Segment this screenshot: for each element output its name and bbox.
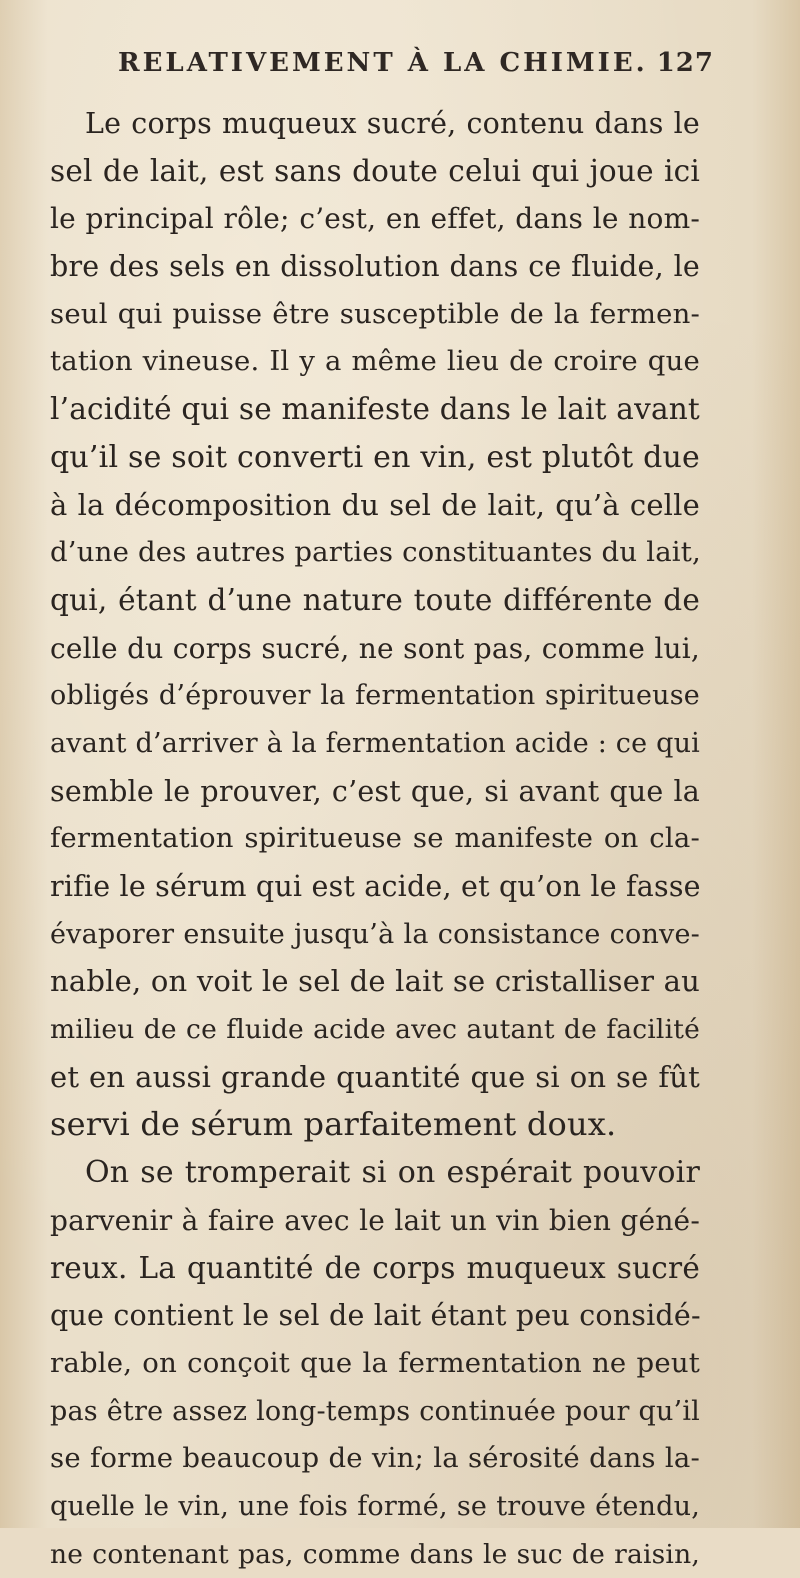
text-line: obligés d’éprouver la fermentation spiritueuse — [50, 680, 700, 712]
text-line: fermentation spiritueuse se manifeste on cla- — [50, 822, 700, 855]
text-line: le principal rôle; c’est, en effet, dans le nom- — [50, 202, 700, 236]
text-line: se forme beaucoup de vin; la sérosité dans la- — [50, 1442, 700, 1475]
text-line: tation vineuse. Il y a même lieu de croire que — [50, 345, 700, 378]
text-line: sel de lait, est sans doute celui qui joue ici — [50, 153, 700, 188]
text-line: qui, étant d’une nature toute différente de — [50, 582, 700, 617]
text-line: milieu de ce fluide acide avec autant de facilité — [50, 1014, 700, 1046]
text-line: ne contenant pas, comme dans le suc de raisin, — [50, 1538, 700, 1570]
text-line: que contient le sel de lait étant peu considé- — [50, 1299, 701, 1333]
text-line: Le corps muqueux sucré, contenu dans le — [85, 107, 700, 140]
page-number: 127 — [656, 48, 714, 78]
text-line: et en aussi grande quantité que si on se fût — [50, 1059, 700, 1094]
text-line: à la décomposition du sel de lait, qu’à celle — [50, 487, 700, 522]
text-line: pas être assez long-temps continuée pour qu’il — [50, 1395, 700, 1427]
text-line: servi de sérum parfaitement doux. — [50, 1105, 617, 1144]
text-line: On se tromperait si on espérait pouvoir — [85, 1155, 700, 1191]
text-line: l’acidité qui se manifeste dans le lait avant — [50, 392, 700, 427]
text-line: semble le prouver, c’est que, si avant que la — [50, 774, 700, 808]
running-head-title: RELATIVEMENT À LA CHIMIE. — [118, 48, 648, 78]
text-line: celle du corps sucré, ne sont pas, comme lui, — [50, 631, 700, 665]
text-line: avant d’arriver à la fermentation acide : ce qui — [50, 727, 700, 759]
text-line: bre des sels en dissolution dans ce fluide, le — [50, 250, 700, 284]
text-line: quelle le vin, une fois formé, se trouve étendu, — [50, 1490, 700, 1522]
body-text — [50, 100, 700, 1578]
text-line: seul qui puisse être susceptible de la fermen- — [50, 297, 700, 330]
text-line: évaporer ensuite jusqu’à la consistance conve- — [50, 918, 700, 950]
text-line: rifie le sérum qui est acide, et qu’on le fasse — [50, 870, 701, 903]
text-line: d’une des autres parties constituantes du lait, — [50, 536, 701, 569]
text-line: nable, on voit le sel de lait se cristalliser au — [50, 964, 700, 999]
running-head — [118, 44, 714, 84]
text-line: parvenir à faire avec le lait un vin bien géné- — [50, 1203, 700, 1237]
text-line: rable, on conçoit que la fermentation ne peut — [50, 1346, 700, 1379]
text-line: reux. La quantité de corps muqueux sucré — [50, 1250, 700, 1285]
text-line: qu’il se soit converti en vin, est plutôt due — [50, 439, 700, 475]
